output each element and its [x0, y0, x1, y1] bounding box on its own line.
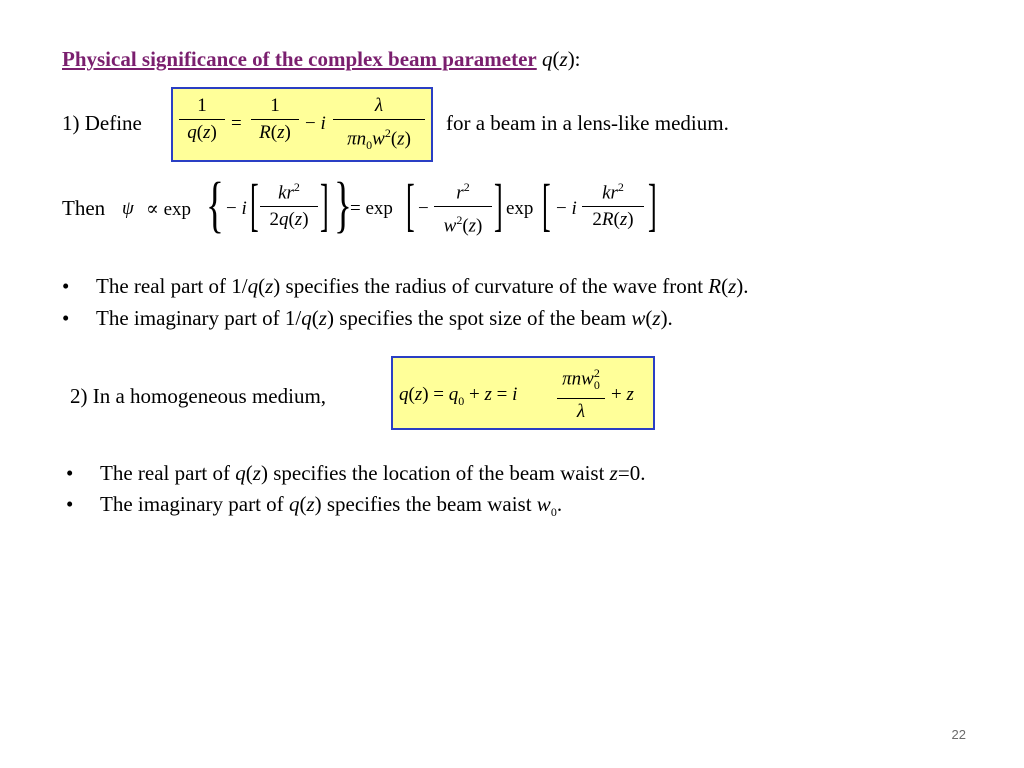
- fraction-1-over-r: 1 R(z): [251, 95, 299, 144]
- fraction-kr2-2q: $kr^2$ 2q(z): [260, 176, 318, 231]
- equation-then: ψ ∝ exp { − i [ $kr^2$ 2q(z) ] } = exp [ − $r^2$ $w^2(z)$ ] exp [ − i $kr^2$ 2R(z) ]: [122, 171, 657, 239]
- slide-title: Physical significance of the complex beam parameter q(z):: [62, 47, 581, 71]
- title-underlined: Physical significance of the complex beam parameter: [62, 47, 537, 71]
- then-label: Then: [62, 196, 106, 220]
- homogeneous-label: 2) In a homogeneous medium,: [70, 384, 327, 408]
- page-number: 22: [951, 727, 966, 742]
- define-label: 1) Define: [62, 111, 142, 135]
- title-z: z: [559, 47, 568, 71]
- bullet-real-part-q: • The real part of q(z) specifies the location of the beam waist z=0.: [66, 461, 646, 485]
- bullet-imag-part-q: • The imaginary part of q(z) specifies the beam waist $w_0$.: [66, 492, 563, 520]
- equation-box-2: $q(z) = q_0 + z = i$ πnw$^2_0$ λ + z: [391, 356, 655, 430]
- title-q: q: [542, 47, 553, 71]
- title-tail: ):: [567, 47, 581, 71]
- fraction-lambda: λ $\pi n_0w^2(z)$: [333, 95, 425, 156]
- equation-box-1: 1 q(z) = 1 R(z) − i λ $\pi n_0w^2(z)$: [171, 87, 433, 162]
- bullet-imag-part-inverse-q: • The imaginary part of 1/q(z) specifies the spot size of the beam w(z).: [62, 306, 673, 330]
- fraction-pi-n-w0-lambda: πnw$^2_0$ λ: [557, 362, 605, 423]
- fraction-kr2-2r: $kr^2$ 2R(z): [582, 176, 644, 231]
- bullet-real-part-inverse-q: • The real part of 1/q(z) specifies the radius of curvature of the wave front R(z).: [62, 274, 749, 298]
- define-description: for a beam in a lens-like medium.: [446, 111, 729, 135]
- fraction-r2-w2: $r^2$ $w^2(z)$: [434, 176, 492, 238]
- fraction-1-over-q: 1 q(z): [179, 95, 225, 144]
